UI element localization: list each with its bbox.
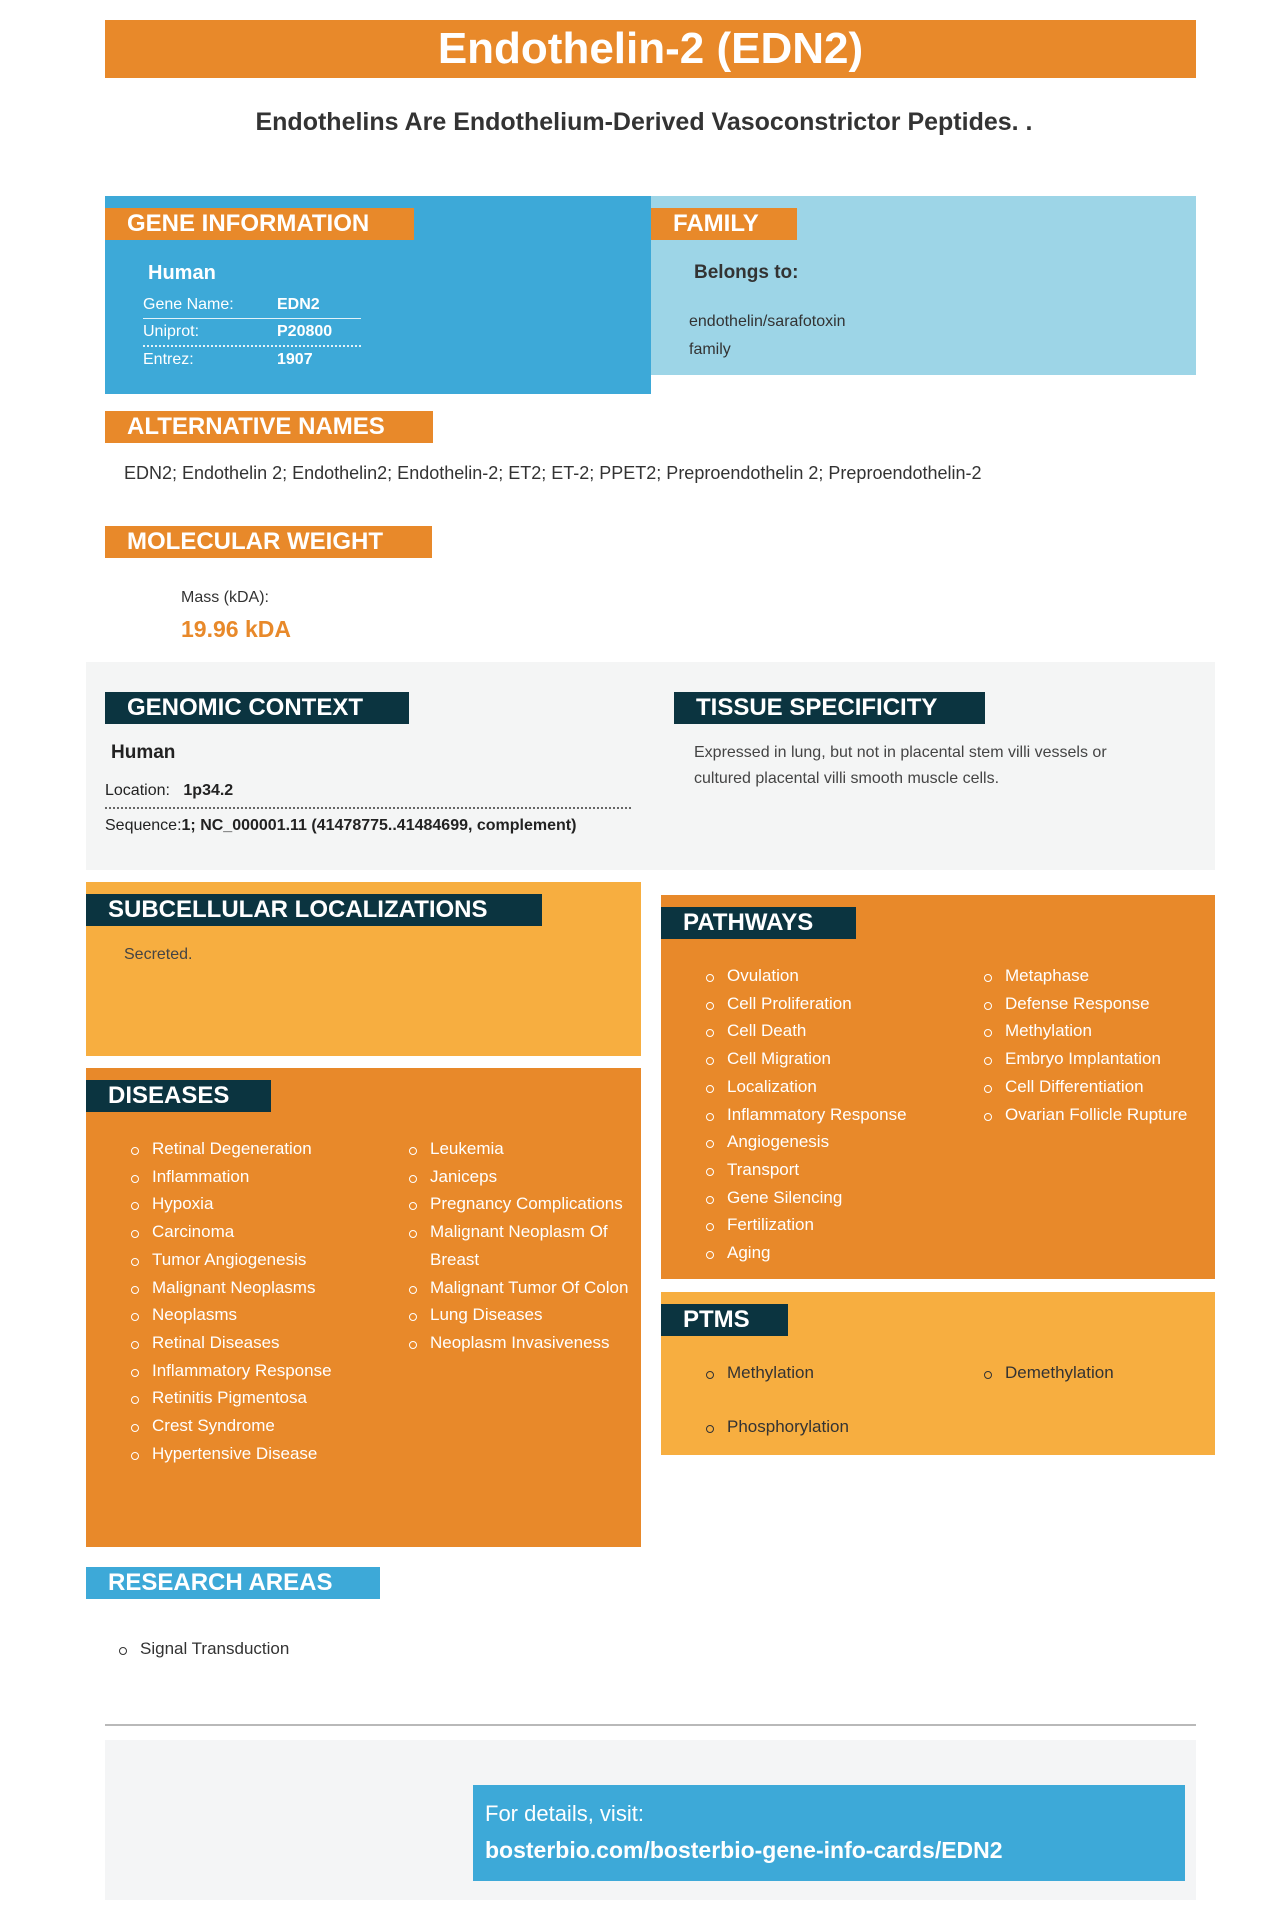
list-item: Retinal Diseases	[131, 1329, 361, 1357]
list-item: Ovarian Follicle Rupture	[984, 1101, 1209, 1129]
details-label: For details, visit:	[485, 1801, 644, 1826]
uniprot-label: Uniprot:	[143, 323, 200, 340]
list-item: Malignant Neoplasms	[131, 1274, 361, 1302]
genomic-context-heading: GENOMIC CONTEXT	[105, 692, 409, 724]
research-areas-list	[119, 1635, 419, 1663]
list-item: Metaphase	[984, 962, 1209, 990]
list-item: Cell Death	[706, 1017, 946, 1045]
family-line-1: endothelin/sarafotoxin	[689, 313, 846, 330]
entrez-label: Entrez:	[143, 351, 194, 368]
family-panel	[651, 196, 1196, 375]
gene-name-value: EDN2	[277, 296, 320, 313]
list-item: Malignant Neoplasm Of Breast	[409, 1218, 634, 1273]
list-item: Angiogenesis	[706, 1128, 946, 1156]
tissue-specificity-heading: TISSUE SPECIFICITY	[674, 692, 985, 724]
location-label: Location:	[105, 782, 170, 799]
genomic-tissue-panel	[86, 662, 1215, 870]
ptms-panel	[661, 1292, 1215, 1455]
footer-divider	[105, 1724, 1196, 1726]
list-item: Retinitis Pigmentosa	[131, 1384, 361, 1412]
list-item: Gene Silencing	[706, 1184, 946, 1212]
list-item: Lung Diseases	[409, 1301, 634, 1329]
list-item: Transport	[706, 1156, 946, 1184]
list-item: Neoplasms	[131, 1301, 361, 1329]
diseases-list-col-2	[409, 1135, 634, 1357]
pathways-panel	[661, 895, 1215, 1279]
family-label: Belongs to:	[694, 262, 799, 283]
list-item: Localization	[706, 1073, 946, 1101]
gene-species: Human	[148, 262, 216, 284]
list-item: Aging	[706, 1239, 946, 1267]
mass-value: 19.96 kDA	[181, 616, 291, 642]
divider	[143, 345, 361, 347]
list-item: Neoplasm Invasiveness	[409, 1329, 634, 1357]
list-item: Janiceps	[409, 1163, 634, 1191]
divider	[143, 318, 361, 319]
list-item: Methylation	[706, 1359, 946, 1387]
list-item: Cell Differentiation	[984, 1073, 1209, 1101]
gene-information-panel	[105, 196, 651, 394]
list-item: Retinal Degeneration	[131, 1135, 361, 1163]
ptms-list-col-1	[706, 1359, 946, 1440]
uniprot-row	[143, 323, 332, 341]
genomic-species: Human	[111, 742, 176, 763]
list-item: Inflammatory Response	[131, 1357, 361, 1385]
subcellular-text: Secreted.	[124, 946, 193, 963]
sequence-value: 1; NC_000001.11 (41478775..41484699, complement)	[181, 817, 577, 834]
divider	[105, 807, 631, 809]
list-item: Leukemia	[409, 1135, 634, 1163]
list-item: Hypertensive Disease	[131, 1440, 361, 1468]
diseases-heading: DISEASES	[86, 1080, 271, 1112]
pathways-list-col-2	[984, 962, 1209, 1128]
list-item: Tumor Angiogenesis	[131, 1246, 361, 1274]
gene-name-row	[143, 296, 320, 314]
list-item: Ovulation	[706, 962, 946, 990]
list-item: Inflammation	[131, 1163, 361, 1191]
details-url-link[interactable]: bosterbio.com/bosterbio-gene-info-cards/EDN2	[485, 1837, 1003, 1863]
diseases-panel	[86, 1068, 641, 1547]
list-item: Embryo Implantation	[984, 1045, 1209, 1073]
list-item: Cell Proliferation	[706, 990, 946, 1018]
family-line-2: family	[689, 341, 731, 358]
alternative-names-heading: ALTERNATIVE NAMES	[105, 411, 433, 443]
tissue-line-2: cultured placental villi smooth muscle cells.	[694, 770, 1000, 787]
list-item: Methylation	[984, 1017, 1209, 1045]
alternative-names-text: EDN2; Endothelin 2; Endothelin2; Endothelin-2; ET2; ET-2; PPET2; Preproendothelin 2; Preproendothelin-2	[124, 463, 982, 483]
list-item: Defense Response	[984, 990, 1209, 1018]
list-item: Hypoxia	[131, 1190, 361, 1218]
diseases-list-col-1	[131, 1135, 361, 1467]
pathways-heading: PATHWAYS	[661, 907, 856, 939]
location-value: 1p34.2	[183, 782, 234, 799]
subcellular-heading: SUBCELLULAR LOCALIZATIONS	[86, 894, 542, 926]
entrez-value: 1907	[277, 351, 313, 368]
list-item: Signal Transduction	[119, 1635, 419, 1663]
details-link-box[interactable]	[473, 1785, 1185, 1881]
list-item: Demethylation	[984, 1359, 1209, 1387]
gene-information-heading: GENE INFORMATION	[105, 208, 414, 240]
list-item: Pregnancy Complications	[409, 1190, 634, 1218]
tissue-line-1: Expressed in lung, but not in placental stem villi vessels or	[694, 744, 1107, 761]
list-item: Crest Syndrome	[131, 1412, 361, 1440]
page-subtitle: Endothelins Are Endothelium-Derived Vasoconstrictor Peptides. .	[255, 108, 1033, 136]
research-areas-heading: RESEARCH AREAS	[86, 1567, 380, 1599]
list-item: Phosphorylation	[706, 1413, 946, 1441]
gene-name-label: Gene Name:	[143, 296, 234, 313]
sequence-row	[105, 817, 576, 835]
location-row	[105, 782, 233, 800]
page-title: Endothelin-2 (EDN2)	[105, 20, 1196, 78]
list-item: Fertilization	[706, 1211, 946, 1239]
ptms-list-col-2	[984, 1359, 1209, 1387]
subcellular-panel	[86, 882, 641, 1056]
list-item: Carcinoma	[131, 1218, 361, 1246]
sequence-label: Sequence:	[105, 817, 182, 834]
family-heading: FAMILY	[651, 208, 797, 240]
uniprot-value: P20800	[277, 323, 333, 340]
list-item: Cell Migration	[706, 1045, 946, 1073]
list-item: Malignant Tumor Of Colon	[409, 1274, 634, 1302]
mass-label: Mass (kDA):	[181, 589, 269, 606]
entrez-row	[143, 351, 313, 369]
molecular-weight-heading: MOLECULAR WEIGHT	[105, 526, 432, 558]
pathways-list-col-1	[706, 962, 946, 1267]
list-item: Inflammatory Response	[706, 1101, 946, 1129]
ptms-heading: PTMS	[661, 1304, 788, 1336]
